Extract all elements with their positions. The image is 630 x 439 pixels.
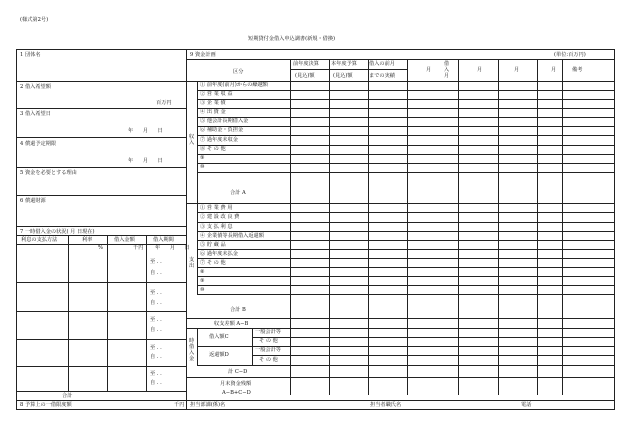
expense-total: 合計 B xyxy=(230,307,246,313)
period-from-5: 自 . . xyxy=(150,380,162,386)
section-6-label: 6 償還財源 xyxy=(20,198,46,204)
income-row: ④ 出 資 金 xyxy=(200,109,226,115)
borrow-other: そ の 他 xyxy=(259,338,278,344)
header-month-2: 月 xyxy=(514,67,520,73)
section-3-label: 3 借入希望日 xyxy=(20,111,51,117)
header-prev-year-1: 前年度決算 xyxy=(293,61,319,67)
page-title: 短期貸付金借入申込調書(新規・借換) xyxy=(248,36,336,42)
income-row: ⑧ そ の 他 xyxy=(200,146,226,152)
income-side-label: 収入 xyxy=(189,134,195,146)
col-payment-method: 利息の支払方法 xyxy=(21,237,58,243)
period-to-3: 至 . . xyxy=(150,317,162,323)
period-to-1: 至 . . xyxy=(150,259,162,265)
income-row: ⑦ 過年度未収金 xyxy=(200,137,238,143)
expense-row: ⑧ xyxy=(200,269,205,275)
period-to-4: 至 . . xyxy=(150,345,162,351)
income-row: ③ 企 業 債 xyxy=(200,100,226,106)
repay-d-label: 返還額D xyxy=(209,352,229,358)
repay-general-acct: 一般会計等 xyxy=(255,347,281,353)
expense-row: ⑦ そ の 他 xyxy=(200,260,226,266)
col-rate: 利率 xyxy=(82,237,93,243)
section-7-label: 7 一時借入金の状況( 月 日現在) xyxy=(20,229,95,235)
unit-percent: % xyxy=(98,245,103,251)
col-amount: 借入金額 xyxy=(114,237,135,243)
period-to-2: 至 . . xyxy=(150,290,162,296)
income-row: ⑨ xyxy=(200,155,205,161)
month-end-balance-2: A−B+C−D xyxy=(222,390,251,396)
income-row: ② 営 業 収 益 xyxy=(200,91,233,97)
section-8-label: 8 予算上の一借限度額 xyxy=(20,402,72,408)
section-2-label: 2 借入希望額 xyxy=(20,84,51,90)
borrow-c-label: 借入額C xyxy=(209,334,229,340)
col-period: 借入期間 xyxy=(153,237,174,243)
expense-row: ① 営 業 費 用 xyxy=(200,205,233,211)
income-row: ① 前年度(前月)からの繰越額 xyxy=(200,82,268,88)
period-from-1: 自 . . xyxy=(150,270,162,276)
borrow-general-acct: 一般会計等 xyxy=(255,329,281,335)
section-4-date: 年 月 日 xyxy=(128,158,167,164)
section-4-label: 4 償還予定期限 xyxy=(20,141,57,147)
section-3-date: 年 月 日 xyxy=(128,128,167,134)
unit-label: (単位:百万円) xyxy=(554,52,586,58)
section-1-label: 1 団体名 xyxy=(20,52,41,58)
temp-total: 計 C−D xyxy=(228,369,248,375)
section-9-label: 9 資金計画 xyxy=(190,52,216,58)
dept-label: 担当部課(係)名 xyxy=(190,402,226,408)
phone-label: 電話 xyxy=(521,402,532,408)
expense-row: ⑥ 過年度未払金 xyxy=(200,251,238,257)
income-row: ⑥ 補助金・負担金 xyxy=(200,127,244,133)
period-from-3: 自 . . xyxy=(150,327,162,333)
period-from-4: 自 . . xyxy=(150,354,162,360)
balance-label: 収支差額 A−B xyxy=(214,321,249,327)
expense-row: ⑩ xyxy=(200,287,205,293)
header-month-1: 月 xyxy=(477,67,483,73)
header-borrow-prev-2: までの実績 xyxy=(369,73,395,79)
unit-thousand-yen: 千円 xyxy=(133,245,144,251)
repay-other: そ の 他 xyxy=(259,357,278,363)
form-number: (様式第2号) xyxy=(20,17,49,23)
month-end-balance-1: 月末資金残額 xyxy=(220,381,252,387)
header-category: 区分 xyxy=(233,69,244,75)
total-label: 合計 xyxy=(62,393,73,399)
expense-row: ② 建 設 改 良 費 xyxy=(200,214,240,220)
section-5-label: 5 資金を必要とする理由 xyxy=(20,170,77,176)
header-borrow-month: 月 xyxy=(426,67,432,73)
header-prev-year-2: (見込)額 xyxy=(295,73,315,79)
income-row: ⑩ xyxy=(200,164,205,170)
period-ymd: 年 月 日 xyxy=(155,245,194,251)
header-cur-year-2: (見込)額 xyxy=(333,73,353,79)
header-borrow-prev-1: 借入の前月 xyxy=(369,61,395,67)
expense-row: ⑤ 貯 蔵 品 xyxy=(200,242,226,248)
header-remarks: 備考 xyxy=(572,67,583,73)
header-cur-year-1: 本年度予算 xyxy=(331,61,357,67)
expense-side-label: 支出 xyxy=(189,257,195,269)
person-label: 担当者職氏名 xyxy=(370,402,402,408)
period-to-5: 至 . . xyxy=(150,371,162,377)
header-month-3: 月 xyxy=(551,67,557,73)
expense-row: ③ 支 払 利 息 xyxy=(200,224,233,230)
income-total: 合計 A xyxy=(230,190,246,196)
expense-row: ⑨ xyxy=(200,278,205,284)
section-8-unit: 千円 xyxy=(174,402,185,408)
temp-borrowing-side-label: 時借入金 xyxy=(189,338,195,362)
period-from-2: 自 . . xyxy=(150,300,162,306)
header-borrow-vertical: 借入月 xyxy=(444,61,450,79)
expense-row: ④ 企業債等長期借入返還額 xyxy=(200,233,264,239)
income-row: ⑤ 他会計長期借入金 xyxy=(200,118,249,124)
section-2-unit: 百万円 xyxy=(156,100,172,106)
